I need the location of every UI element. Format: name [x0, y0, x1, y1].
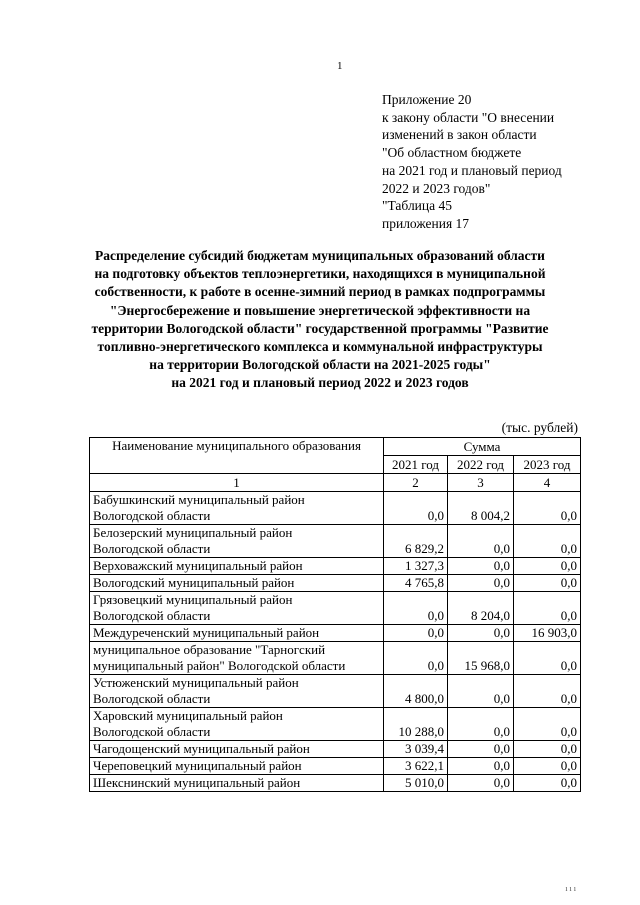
title-line: топливно-энергетического комплекса и коммунальной инфраструктуры [97, 339, 543, 355]
table-row [90, 525, 581, 558]
header-row [90, 438, 581, 456]
municipality-name-line: Вологодский муниципальный район [93, 575, 295, 590]
municipality-name [90, 625, 384, 642]
municipality-name [90, 675, 384, 708]
municipality-name [90, 575, 384, 592]
column-number: 3 [448, 474, 514, 492]
amount-2022: 0,0 [448, 558, 514, 575]
table-row [90, 492, 581, 525]
amount-2023: 0,0 [514, 558, 581, 575]
amount-2021: 0,0 [384, 642, 448, 675]
municipality-name-line: Междуреченский муниципальный район [93, 625, 320, 640]
title-line: Распределение субсидий бюджетам муниципальных образований области [95, 248, 545, 263]
municipality-name-line: Вологодской области [93, 508, 211, 523]
year-header: 2021 год [384, 456, 448, 474]
title-line: собственности, к работе в осенне-зимний период в рамках подпрограммы [94, 284, 546, 300]
amount-2021: 5 010,0 [384, 775, 448, 792]
amount-2023: 16 903,0 [514, 625, 581, 642]
amount-2022: 0,0 [448, 525, 514, 558]
year-header: 2022 год [448, 456, 514, 474]
municipality-name [90, 741, 384, 758]
municipality-name-line: Вологодской области [93, 724, 211, 739]
municipality-name-line: Устюженский муниципальный район [93, 675, 299, 690]
amount-2021: 0,0 [384, 492, 448, 525]
amount-2021: 4 765,8 [384, 575, 448, 592]
amount-2021: 4 800,0 [384, 675, 448, 708]
municipality-name [90, 708, 384, 741]
amount-2022: 8 204,0 [448, 592, 514, 625]
appendix-line: приложения 17 [382, 215, 470, 231]
appendix-line: 2022 и 2023 годов" [382, 180, 491, 196]
appendix-line: к закону области "О внесении [382, 109, 555, 125]
amount-2023: 0,0 [514, 675, 581, 708]
title-line: "Энергосбережение и повышение энергетической эффективности на [109, 302, 531, 318]
amount-2022: 0,0 [448, 675, 514, 708]
amount-2021: 6 829,2 [384, 525, 448, 558]
amount-2022: 0,0 [448, 775, 514, 792]
amount-2023: 0,0 [514, 492, 581, 525]
municipality-name-line: Череповецкий муниципальный район [93, 758, 302, 773]
municipality-name-line: Шекснинский муниципальный район [93, 775, 301, 790]
municipality-name [90, 525, 384, 558]
municipality-name-line: Вологодской области [93, 608, 211, 623]
table-row [90, 642, 581, 675]
municipality-name-line: Верховажский муниципальный район [93, 558, 303, 573]
amount-2021: 3 622,1 [384, 758, 448, 775]
amount-2022: 15 968,0 [448, 642, 514, 675]
title-line: территории Вологодской области" государственной программы "Развитие [91, 320, 549, 336]
amount-2023: 0,0 [514, 741, 581, 758]
municipality-name [90, 592, 384, 625]
column-number-row [90, 474, 581, 492]
municipality-name-line: Харовский муниципальный район [93, 708, 283, 723]
municipality-name-line: Вологодской области [93, 541, 211, 556]
appendix-line: "Таблица 45 [382, 198, 452, 214]
name-column-header: Наименование муниципального образования [90, 438, 384, 474]
amount-2023: 0,0 [514, 642, 581, 675]
table-row [90, 708, 581, 741]
column-number: 2 [384, 474, 448, 492]
subsidies-table [89, 437, 581, 792]
municipality-name-line: Бабушкинский муниципальный район [93, 492, 305, 507]
municipality-name-line: муниципальный район" Вологодской области [93, 658, 346, 673]
units-label: (тыс. рублей) [501, 420, 578, 435]
amount-2023: 0,0 [514, 775, 581, 792]
appendix-line: "Об областном бюджете [382, 145, 522, 161]
table-row [90, 775, 581, 792]
title-line: на территории Вологодской области на 2021-2025 годы" [149, 357, 491, 373]
municipality-name [90, 492, 384, 525]
document-title [70, 247, 570, 393]
table-row [90, 592, 581, 625]
scan-mark: ııı [565, 884, 578, 893]
table-row [90, 575, 581, 592]
appendix-line: изменений в закон области [382, 127, 537, 143]
appendix-reference [382, 91, 562, 233]
amount-2021: 0,0 [384, 592, 448, 625]
table-row [90, 741, 581, 758]
amount-2022: 8 004,2 [448, 492, 514, 525]
municipality-name [90, 775, 384, 792]
table-row [90, 675, 581, 708]
appendix-line: на 2021 год и плановый период [382, 162, 562, 178]
column-number: 1 [90, 474, 384, 492]
amount-2021: 1 327,3 [384, 558, 448, 575]
table-row [90, 758, 581, 775]
year-header: 2023 год [514, 456, 581, 474]
sum-column-header: Сумма [384, 438, 581, 456]
amount-2022: 0,0 [448, 708, 514, 741]
municipality-name-line: муниципальное образование "Тарногский [93, 642, 326, 657]
municipality-name-line: Вологодской области [93, 691, 211, 706]
municipality-name [90, 558, 384, 575]
amount-2021: 10 288,0 [384, 708, 448, 741]
amount-2021: 0,0 [384, 625, 448, 642]
title-line: на подготовку объектов теплоэнергетики, находящихся в муниципальной [94, 266, 546, 282]
amount-2023: 0,0 [514, 575, 581, 592]
amount-2023: 0,0 [514, 708, 581, 741]
amount-2022: 0,0 [448, 758, 514, 775]
amount-2023: 0,0 [514, 758, 581, 775]
table-row [90, 558, 581, 575]
page-number: 1 [337, 60, 343, 72]
amount-2023: 0,0 [514, 525, 581, 558]
municipality-name [90, 642, 384, 675]
table-row [90, 625, 581, 642]
title-line: на 2021 год и плановый период 2022 и 2023 годов [171, 375, 469, 391]
amount-2022: 0,0 [448, 625, 514, 642]
amount-2022: 0,0 [448, 575, 514, 592]
municipality-name-line: Чагодощенский муниципальный район [93, 741, 310, 756]
amount-2023: 0,0 [514, 592, 581, 625]
municipality-name [90, 758, 384, 775]
municipality-name-line: Белозерский муниципальный район [93, 525, 293, 540]
column-number: 4 [514, 474, 581, 492]
municipality-name-line: Грязовецкий муниципальный район [93, 592, 293, 607]
amount-2022: 0,0 [448, 741, 514, 758]
amount-2021: 3 039,4 [384, 741, 448, 758]
appendix-line: Приложение 20 [382, 92, 472, 107]
